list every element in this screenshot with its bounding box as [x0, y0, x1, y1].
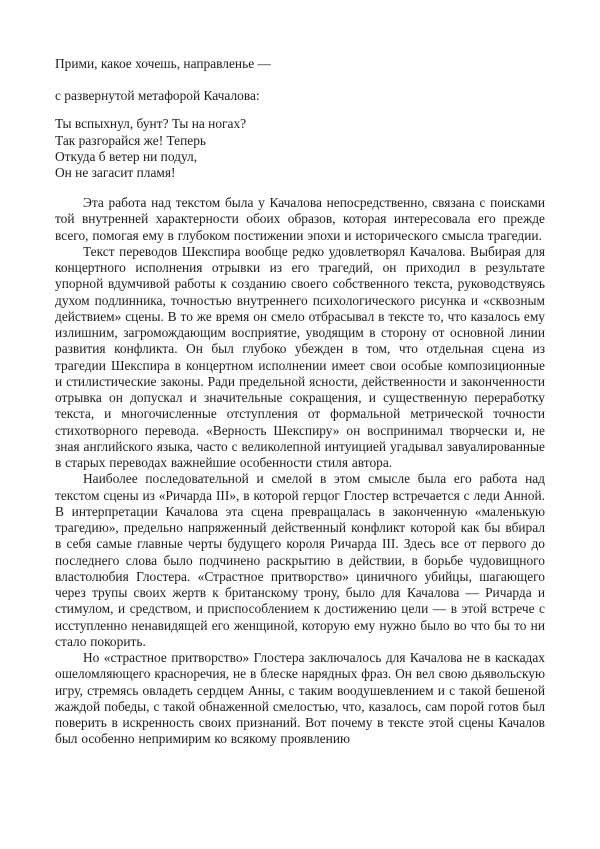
poem-line: Он не загасит пламя! [55, 165, 176, 181]
poem-line: Ты вспыхнул, бунт? Ты на ногах? [55, 116, 247, 132]
poem-line: Откуда б ветер ни подул, [55, 148, 198, 164]
metaphor-lead-in-line: с развернутой метафорой Качалова: [55, 88, 260, 104]
paragraph: Наиболее последовательной и смелой в этом смысле была его работа над текстом сцены из «Ричарда III», в которой герцог Глостер встречается с леди Анной. В интерпретации Качалова эта сцена превращалась в законченную «маленькую трагедию», предельно напряженный действенный конфликт которой как бы вбирал в себя самые главные черты будущего короля Ричарда III. Здесь все от первого до последнего слова было подчинено раскрытию в действии, в борьбе чудовищного властолюбия Глостера. «Страстное притворство» циничного убийцы, шагающего через трупы своих жертв к британскому трону, было для Качалова — Ричарда и стимулом, и средством, и приспособлением к достижению цели — в этой встрече с исступленно ненавидящей его женщиной, которую ему нужно было во что бы то ни стало покорить. [55, 471, 545, 649]
paragraph: Но «страстное притворство» Глостера заключалось для Качалова не в каскадах ошеломляющего красноречия, не в блеске нарядных фраз. Он вел свою дьявольскую игру, стремясь овладеть сердцем Анны, с таким воодушевлением и с такой бешеной жаждой победы, с такой обнаженной смелостью, что, казалось, сам порой готов был поверить в искренность своих признаний. Вот почему в тексте этой сцены Качалов был особенно непримирим ко всякому проявлению [55, 650, 545, 747]
poem-block [55, 116, 545, 181]
paragraph: Текст переводов Шекспира вообще редко удовлетворял Качалова. Выбирая для концертного исполнения отрывки из его трагедий, он приходил в результате упорной вдумчивой работы к созданию своего собственного текста, руководствуясь духом подлинника, точностью внутреннего психологического рисунка и «сквозным действием» сцены. В то же время он смело отбрасывал в тексте то, что казалось ему излишним, загромождающим восприятие, уводящим в сторону от основной линии развития конфликта. Он был глубоко убежден в том, что отдельная сцена из трагедии Шекспира в концертном исполнении имеет свои особые композиционные и стилистические законы. Ради предельной ясности, действенности и законченности отрывка он допускал и значительные сокращения, и существенную переработку текста, и многочисленные отступления от формальной метрической точности стихотворного перевода. «Верность Шекспиру» он воспринимал творчески и, не зная английского языка, часто с великолепной интуицией угадывал завуалированные в старых переводах важнейшие особенности стиля автора. [55, 243, 545, 471]
paragraph: Эта работа над текстом была у Качалова непосредственно, связана с поисками той внутренней характерности обоих образов, которая интересовала его прежде всего, помогая ему в глубоком постижении эпохи и исторического смысла трагедии. [55, 195, 545, 243]
poem-line: Так разгорайся же! Теперь [55, 132, 207, 148]
intro-line: Прими, какое хочешь, направленье — [55, 56, 271, 71]
body-text [55, 195, 545, 748]
